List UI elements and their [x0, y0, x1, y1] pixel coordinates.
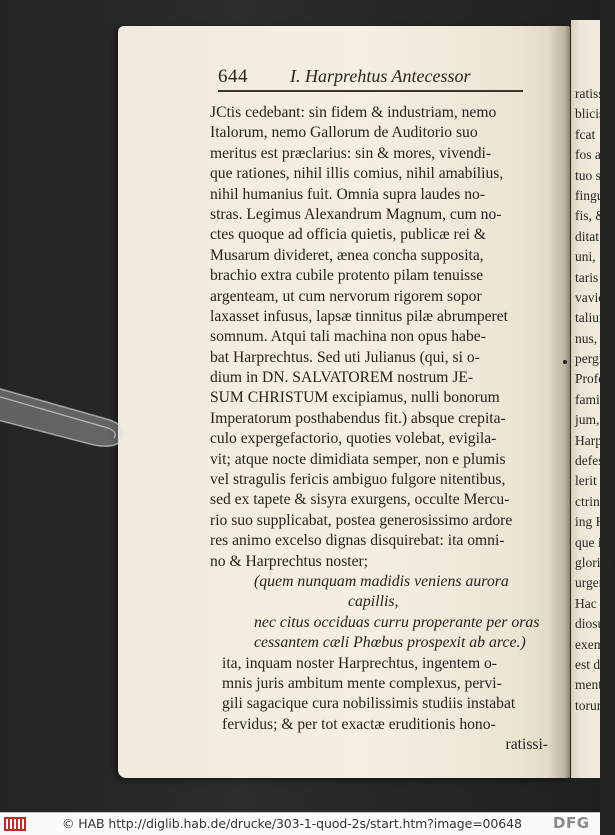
text-line: meritus est præclarius: sin & mores, vivendi-	[210, 144, 492, 162]
source-link[interactable]: © HAB http://diglib.hab.de/drucke/303-1-quod-2s/start.htm?image=00648	[62, 816, 522, 831]
text-line: fervidus; & per tot exactæ eruditionis hono-	[222, 715, 496, 733]
text-line: cessantem cæli Phœbus prospexit ab arce.)	[254, 634, 526, 652]
text-line: brachio extra cubile protento pilam tenuisse	[210, 267, 484, 285]
facing-text-line: jum,	[575, 412, 600, 428]
text-line: argenteam, ut cum nervorum rigorem sopor	[210, 287, 482, 305]
text-line: Musarum divideret, ænea concha supposita,	[210, 246, 484, 264]
facing-text-line: fis, &	[575, 208, 606, 224]
text-line: ctes quoque ad officia quietis, publicæ rei &	[210, 226, 486, 244]
text-line: ita, inquam noster Harprechtus, ingentem o-	[222, 654, 497, 672]
footer-bar	[0, 812, 600, 835]
book-gutter	[548, 26, 572, 778]
facing-text-line: fos a	[575, 147, 601, 163]
text-line: (quem nunquam madidis veniens aurora	[254, 572, 509, 590]
text-line: dium in DN. SALVATOREM nostrum JE-	[210, 369, 474, 387]
facing-text-line: urgens	[575, 575, 611, 591]
facing-text-line: que in	[575, 534, 609, 550]
text-line: nihil humanius fuit. Omnia supra laudes no-	[210, 185, 486, 203]
margin-mark	[563, 360, 567, 364]
text-line: gili sagacique cura nobilissimis studiis instabat	[222, 695, 516, 713]
facing-text-line: gloriof	[575, 554, 612, 570]
text-line: JCtis cedebant: sin fidem & industriam, nemo	[210, 104, 497, 121]
facing-text-line: vavic	[575, 289, 605, 305]
hab-logo-icon	[4, 817, 26, 831]
running-head	[218, 66, 538, 92]
facing-text-line: diosum	[575, 616, 615, 632]
text-line: capillis,	[348, 593, 399, 611]
facing-text-line: menta	[575, 677, 608, 693]
book-page-right	[571, 20, 615, 778]
text-line: SUM CHRISTUM excipiamus, nulli bonorum	[210, 389, 500, 407]
page-clip-icon	[0, 378, 140, 458]
text-line: somnum. Atqui tali machina non opus habe-	[210, 328, 486, 346]
text-line: no & Harprechtus noster;	[210, 552, 369, 570]
text-line: stras. Legimus Alexandrum Magnum, cum no-	[210, 205, 502, 223]
text-line: que rationes, nihil illis comius, nihil amabilius,	[210, 165, 504, 183]
text-line: mnis juris ambitum mente complexus, pervi-	[222, 674, 502, 692]
facing-text-line: nus,	[575, 330, 598, 346]
facing-text-line: est dic	[575, 656, 610, 672]
text-line: culo expergefactorio, quoties volebat, evigila-	[210, 430, 497, 448]
facing-text-line: uni,	[575, 249, 596, 265]
facing-text-line: Hac	[575, 595, 597, 611]
dfg-logo: DFG	[553, 814, 590, 832]
facing-text-line: lerit v	[575, 473, 607, 489]
text-line: res animo excelso dignas disquirebat: ita omni-	[210, 532, 505, 550]
running-title: I. Harprehtus Antecessor	[290, 66, 471, 86]
facing-text-line: tuo s	[575, 167, 601, 183]
facing-text-line: ditat	[575, 228, 599, 244]
text-line: vel stragulis fericis ambiguo fulgore nitentibus,	[210, 471, 506, 489]
facing-text-line: defess	[575, 453, 609, 469]
text-line: nec citus occiduas curru properante per oras	[254, 613, 540, 631]
body-text	[210, 103, 548, 756]
facing-text-line: ctrinae	[575, 493, 612, 509]
text-line: bat Harprechtus. Sed uti Julianus (qui, si o-	[210, 348, 480, 366]
text-line: sed ex tapete & sisyra exurgens, occulte Mercu-	[210, 491, 510, 509]
facing-text-line: talium	[575, 310, 610, 326]
facing-text-line: fcat	[575, 126, 596, 142]
text-line: vit; atque nocte dimidiata semper, non e plumis	[210, 450, 506, 468]
text-line: Italorum, nemo Gallorum de Auditorio suo	[210, 124, 478, 142]
facing-text-line: ratiss	[575, 86, 604, 101]
page-number: 644	[218, 66, 248, 87]
facing-text-line: fingu	[575, 187, 604, 203]
text-line: Imperatorum posthabendus fit.) absque crepita-	[210, 409, 506, 427]
facing-text-line: ing H	[575, 514, 606, 530]
facing-text-line: torum	[575, 697, 608, 713]
facing-text-line: exempl	[575, 636, 615, 652]
facing-page-text	[575, 84, 615, 716]
facing-text-line: pergi	[575, 351, 603, 367]
text-line: ratissi-	[505, 736, 548, 754]
text-line: laxasset infusus, lapsæ tinnitus pilæ abrumperet	[210, 307, 508, 325]
facing-text-line: taris	[575, 269, 599, 285]
facing-text-line: Profe	[575, 371, 605, 387]
facing-text-line: blicis	[575, 106, 605, 122]
text-line: rio suo supplicabat, postea generosissimo ardore	[210, 511, 513, 529]
facing-text-line: famil	[575, 391, 604, 407]
head-rule	[218, 90, 523, 92]
facing-text-line: Harpi	[575, 432, 606, 448]
